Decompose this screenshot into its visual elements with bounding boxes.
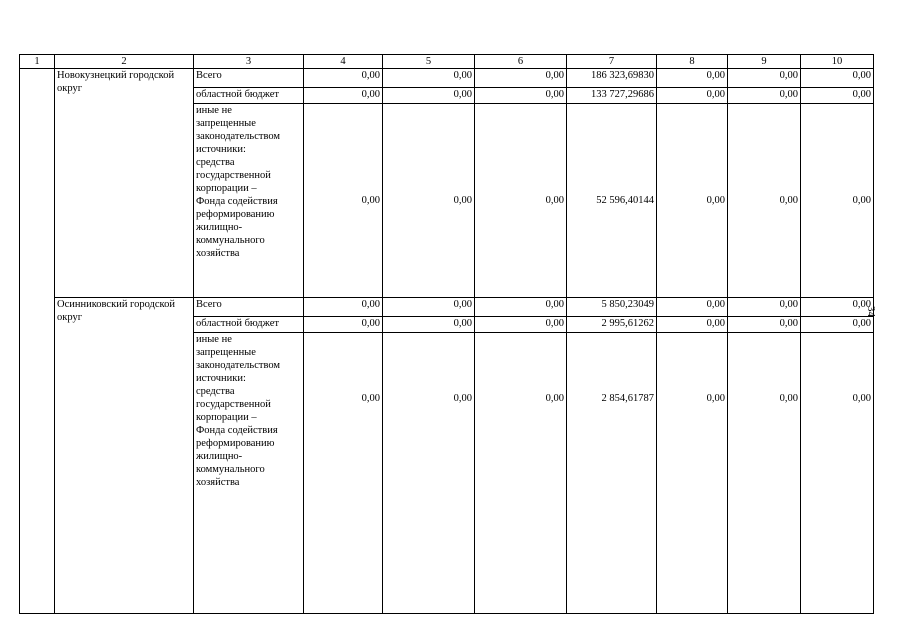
- value-cell: 133 727,29686: [567, 88, 657, 104]
- value-cell: 0,00: [801, 333, 874, 614]
- value-cell: 0,00: [728, 104, 801, 298]
- value-cell: 0,00: [801, 104, 874, 298]
- table-row: [20, 298, 874, 317]
- funding-source-label: иные не запрещенные законодательством источники: средства государственной корпорации – Фонда содействия реформированию жилищно- коммунального хозяйства: [194, 104, 304, 298]
- value-cell: 0,00: [383, 69, 475, 88]
- value-cell: 0,00: [383, 298, 475, 317]
- value-cell: 0,00: [475, 333, 567, 614]
- value-cell: 0,00: [728, 69, 801, 88]
- value-cell: 0,00: [657, 333, 728, 614]
- column-number-row: [20, 55, 874, 69]
- column-header: 9: [728, 55, 801, 69]
- value-cell: 0,00: [728, 298, 801, 317]
- value-cell: 0,00: [304, 69, 383, 88]
- column-header: 3: [194, 55, 304, 69]
- value-cell: 0,00: [383, 88, 475, 104]
- value-cell: 186 323,69830: [567, 69, 657, 88]
- column-header: 10: [801, 55, 874, 69]
- value-cell: 2 995,61262: [567, 317, 657, 333]
- value-cell: 0,00: [475, 298, 567, 317]
- value-cell: 52 596,40144: [567, 104, 657, 298]
- value-cell: 5 850,23049: [567, 298, 657, 317]
- value-cell: 0,00: [657, 88, 728, 104]
- table-row: [20, 69, 874, 88]
- funding-source-label: областной бюджет: [194, 88, 304, 104]
- value-cell: 0,00: [475, 317, 567, 333]
- value-cell: 0,00: [657, 104, 728, 298]
- funding-source-label: Всего: [194, 298, 304, 317]
- value-cell: 0,00: [801, 69, 874, 88]
- funding-source-label: Всего: [194, 69, 304, 88]
- row-index-cell: [20, 69, 55, 614]
- value-cell: 0,00: [801, 317, 874, 333]
- value-cell: 0,00: [475, 88, 567, 104]
- column-header: 8: [657, 55, 728, 69]
- municipality-name: Новокузнецкий городской округ: [55, 69, 194, 298]
- value-cell: 0,00: [304, 88, 383, 104]
- value-cell: 0,00: [383, 333, 475, 614]
- column-header: 1: [20, 55, 55, 69]
- column-header: 5: [383, 55, 475, 69]
- value-cell: 0,00: [304, 333, 383, 614]
- funding-source-label: иные не запрещенные законодательством источники: средства государственной корпорации – Фонда содействия реформированию жилищно- коммунального хозяйства: [194, 333, 304, 614]
- value-cell: 0,00: [801, 298, 874, 317]
- value-cell: 2 854,61787: [567, 333, 657, 614]
- value-cell: 0,00: [728, 88, 801, 104]
- municipality-name: Осинниковский городской округ: [55, 298, 194, 614]
- value-cell: 0,00: [304, 298, 383, 317]
- value-cell: 0,00: [657, 298, 728, 317]
- funding-source-label: областной бюджет: [194, 317, 304, 333]
- value-cell: 0,00: [304, 317, 383, 333]
- value-cell: 0,00: [657, 317, 728, 333]
- page-number: 34: [865, 306, 877, 317]
- value-cell: 0,00: [475, 69, 567, 88]
- column-header: 4: [304, 55, 383, 69]
- column-header: 7: [567, 55, 657, 69]
- value-cell: 0,00: [304, 104, 383, 298]
- value-cell: 0,00: [728, 333, 801, 614]
- value-cell: 0,00: [383, 104, 475, 298]
- column-header: 6: [475, 55, 567, 69]
- value-cell: 0,00: [728, 317, 801, 333]
- budget-table: [19, 54, 874, 614]
- value-cell: 0,00: [475, 104, 567, 298]
- value-cell: 0,00: [657, 69, 728, 88]
- value-cell: 0,00: [383, 317, 475, 333]
- value-cell: 0,00: [801, 88, 874, 104]
- column-header: 2: [55, 55, 194, 69]
